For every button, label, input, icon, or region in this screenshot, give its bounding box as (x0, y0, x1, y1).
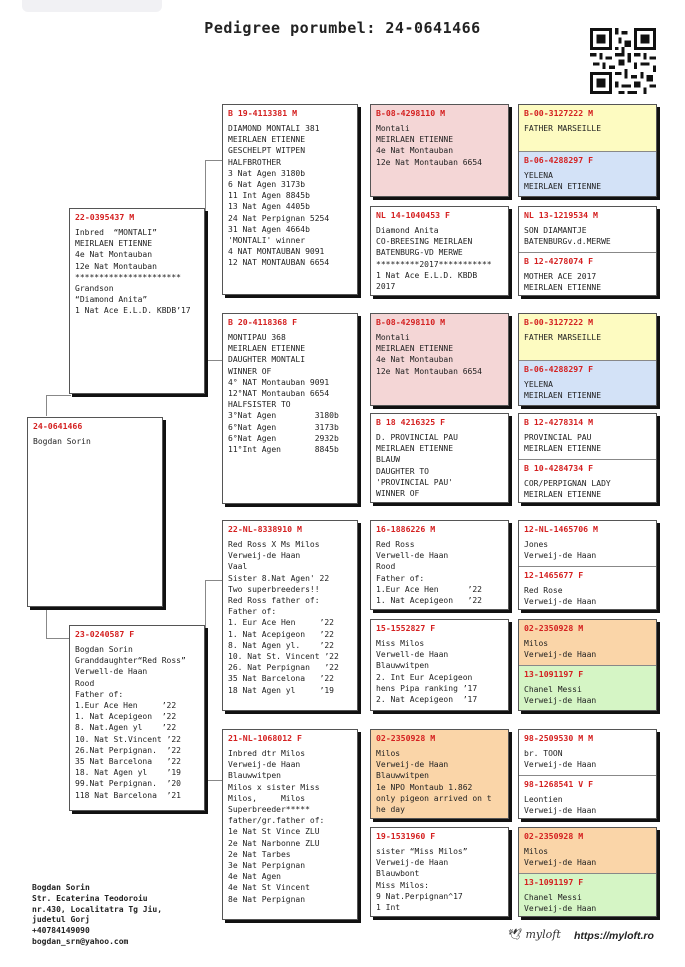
detail-line: Verweij-de Haan (524, 858, 597, 868)
address-line: nr.430, Localitatra Tg Jiu, (32, 904, 163, 914)
detail-line: Miss Milos (376, 639, 425, 648)
pigeon-card-g3 (222, 520, 358, 711)
detail-line: 4° NAT Montauban 9091 (228, 377, 330, 387)
detail-line: Red Ross X Ms Milos (228, 540, 320, 549)
pigeon-card-sire (69, 208, 205, 394)
card-section (519, 414, 656, 459)
pigeon-card-gg4 (370, 413, 509, 503)
pigeon-card-dam (69, 625, 205, 811)
detail-line: 11°Int Agen 8845b (228, 445, 339, 455)
detail-line: Red Ross father of: (228, 596, 320, 606)
detail-line: Verweij-de Haan (376, 858, 449, 868)
pigeon-card-gg8 (370, 827, 509, 917)
detail-line: DAUGHTER MONTALI (228, 355, 306, 365)
pigeon-card-gg1 (370, 104, 509, 197)
detail-line: Father of: (376, 573, 425, 583)
detail-line: 31 Nat Agen 4664b (228, 224, 310, 234)
detail-line: 26.Nat Perpignan. ’22 (75, 745, 181, 755)
card-section (519, 207, 656, 252)
detail-line: Verweij-de Haan (228, 760, 301, 770)
card-section (519, 873, 656, 917)
detail-line: 4e Nat Montauban (376, 146, 454, 156)
ring-number: 13-1091197 F (524, 669, 584, 679)
card-section (519, 775, 656, 819)
detail-line: 6 Nat Agen 3173b (228, 180, 306, 190)
card-section (223, 314, 357, 459)
card-section (519, 566, 656, 610)
card-section (371, 414, 508, 503)
pigeon-card-gg5 (370, 520, 509, 610)
card-section (519, 360, 656, 406)
connector-line (205, 160, 223, 301)
detail-line: Red Ross (376, 540, 415, 549)
detail-line: Verweij-de Haan (524, 760, 597, 770)
card-section (223, 730, 357, 909)
detail-line: MEIRLAEN ETIENNE (376, 444, 454, 454)
address-line: Str. Ecaterina Teodoroiu (32, 893, 148, 903)
detail-line: Granddaughter“Red Ross” (75, 656, 186, 666)
detail-line: Blauwwitpen (228, 771, 281, 781)
ring-number: 22-NL-8338910 M (228, 524, 302, 534)
pigeon-card-gg7 (370, 729, 509, 819)
card-section (223, 105, 357, 273)
detail-line: DAUGHTER TO (376, 466, 429, 476)
detail-line: father/gr.father of: (228, 816, 325, 826)
ring-number: NL 13-1219534 M (524, 210, 598, 220)
detail-line: 2e Nat Tarbes (228, 849, 291, 859)
card-section (519, 665, 656, 711)
detail-line: Montali (376, 333, 410, 342)
detail-line: 24 Nat Perpignan 5254 (228, 213, 330, 223)
myloft-logo (508, 928, 561, 941)
connector-line (205, 300, 223, 361)
detail-line: Vaal (228, 562, 248, 572)
detail-line: Bogdan Sorin (75, 645, 133, 654)
detail-line: Verweij-de Haan (376, 760, 449, 770)
detail-line: Father of: (228, 607, 277, 617)
logo-text: myloft (525, 928, 561, 941)
ring-number: 12-NL-1465706 M (524, 524, 598, 534)
ring-number: 02-2350928 M (524, 831, 584, 841)
detail-line: Verweij-de Haan (524, 806, 597, 816)
detail-line: 12e Nat Montauban (75, 261, 157, 271)
detail-line: BLAUW (376, 455, 401, 465)
detail-line: WINNER OF (228, 366, 272, 376)
card-section (519, 314, 656, 360)
detail-line: Verweij-de Haan (524, 650, 597, 660)
card-section (371, 828, 508, 917)
detail-line: MEIRLAEN ETIENNE (524, 283, 602, 293)
website-link[interactable]: https://myloft.ro (574, 930, 654, 942)
detail-line: PROVINCIAL PAU (524, 433, 592, 442)
detail-line: he day (376, 805, 405, 815)
pigeon-pair-card-6 (518, 619, 657, 711)
detail-line: 3 Nat Agen 3180b (228, 168, 306, 178)
detail-line: 'MONTALI' winner (228, 236, 306, 246)
detail-line: 1. Eur Ace Hen ’22 (228, 618, 334, 628)
detail-line: 13 Nat Agen 4405b (228, 202, 310, 212)
ring-number: 24-0641466 (33, 421, 83, 431)
detail-line: Blauwwitpen (376, 771, 429, 781)
detail-line: 1.Eur Ace Hen ’22 (376, 584, 482, 594)
detail-line: Diamond Anita (376, 226, 439, 235)
detail-line: Rood (376, 562, 396, 572)
detail-line: Red Rose (524, 586, 563, 595)
detail-line: FATHER MARSEILLE (524, 124, 602, 133)
ring-number: 02-2350928 M (524, 623, 584, 633)
detail-line: Superbreeder***** (228, 805, 310, 815)
pigeon-card-subject (27, 417, 163, 607)
detail-line: “Diamond Anita” (75, 295, 148, 305)
detail-line: 2. Int Eur Acepigeon (376, 672, 473, 682)
detail-line: YELENA (524, 171, 553, 180)
detail-line: 4e Nat Agen (228, 872, 281, 882)
ring-number: 12-1465677 F (524, 570, 584, 580)
detail-line: Verwell-de Haan (376, 551, 449, 561)
detail-line: 1 Nat Ace E.L.D. KBDB’17 (75, 306, 191, 316)
card-section (519, 828, 656, 873)
connector-line (205, 720, 223, 781)
card-section (70, 209, 204, 321)
detail-line: Sister 8.Nat Agen' 22 (228, 573, 330, 583)
ring-number: B-08-4298110 M (376, 317, 446, 327)
connector-line (46, 606, 71, 639)
ring-number: 98-1268541 V F (524, 779, 594, 789)
detail-line: Montali (376, 124, 410, 133)
detail-line: hens Pipa ranking ’17 (376, 683, 478, 693)
ring-number: B 12-4278074 F (524, 256, 594, 266)
detail-line: 18. Nat Agen yl ’19 (75, 768, 181, 778)
ring-number: B-00-3127222 M (524, 108, 594, 118)
detail-line: FATHER MARSEILLE (524, 333, 602, 342)
card-section (371, 730, 508, 819)
detail-line: MEIRLAEN ETIENNE (228, 135, 306, 145)
detail-line: Inbred “MONTALI” (75, 228, 157, 237)
detail-line: sister “Miss Milos” (376, 847, 468, 856)
detail-line: 1. Nat Acepigeon ’22 (228, 629, 334, 639)
card-section (371, 207, 508, 296)
detail-line: 9 Nat.Perpignan^17 (376, 891, 463, 901)
ring-number: 21-NL-1068012 F (228, 733, 302, 743)
detail-line: HALFSISTER TO (228, 400, 291, 410)
card-section (223, 521, 357, 700)
detail-line: Verweij-de Haan (524, 551, 597, 561)
detail-line: MEIRLAEN ETIENNE (524, 391, 602, 401)
card-section (371, 314, 508, 381)
ring-number: 19-1531960 F (376, 831, 436, 841)
ring-number: 13-1091197 F (524, 877, 584, 887)
detail-line: Verweij-de Haan (524, 696, 597, 706)
top-tab-shape (22, 0, 162, 12)
detail-line: MEIRLAEN ETIENNE (524, 444, 602, 454)
ring-number: B-00-3127222 M (524, 317, 594, 327)
detail-line: Verweij-de Haan (228, 551, 301, 561)
detail-line: 18 Nat Agen yl ’19 (228, 685, 334, 695)
detail-line: Blauwbont (376, 869, 420, 879)
detail-line: 12°NAT Montauban 6654 (228, 389, 330, 399)
ring-number: B 19-4113381 M (228, 108, 298, 118)
pigeon-card-g1 (222, 104, 358, 295)
detail-line: Verweij-de Haan (524, 597, 597, 607)
owner-contact-block (32, 883, 162, 948)
ring-number: B 20-4118368 F (228, 317, 298, 327)
pigeon-pair-card-7 (518, 729, 657, 819)
card-section (519, 252, 656, 296)
ring-number: NL 14-1040453 F (376, 210, 450, 220)
detail-line: 3°Nat Agen 3180b (228, 411, 339, 421)
detail-line: Bogdan Sorin (33, 437, 91, 446)
qr-code-icon (590, 28, 656, 94)
pigeon-card-g2 (222, 313, 358, 504)
detail-line: YELENA (524, 380, 553, 389)
ring-number: 23-0240587 F (75, 629, 135, 639)
card-section (371, 521, 508, 610)
pigeon-pair-card-2 (518, 206, 657, 296)
detail-line: Jones (524, 540, 549, 549)
detail-line: SON DIAMANTJE (524, 226, 587, 235)
ring-number: B-08-4298110 M (376, 108, 446, 118)
pigeon-pair-card-5 (518, 520, 657, 610)
detail-line: Blauwwitpen (376, 661, 429, 671)
detail-line: MONTIPAU 368 (228, 333, 286, 342)
detail-line: 8. Nat.Agen yl ’22 (75, 723, 177, 733)
detail-line: Two superbreeders!! (228, 584, 320, 594)
detail-line: 'PROVINCIAL PAU' (376, 477, 454, 487)
detail-line: Milos (524, 639, 549, 648)
card-section (371, 105, 508, 172)
card-section (519, 521, 656, 566)
detail-line: 1. Nat Acepigeon ’22 (376, 596, 482, 606)
ring-number: B 10-4284734 F (524, 463, 594, 473)
detail-line: WINNER OF (376, 489, 420, 499)
detail-line: 1 Int (376, 903, 401, 913)
detail-line: BATENBURGv.d.MERWE (524, 237, 611, 247)
detail-line: 1. Nat Acepigeon ’22 (75, 712, 177, 722)
detail-line: 2017 (376, 282, 396, 292)
detail-line: Verweij-de Haan (524, 904, 597, 914)
detail-line: Leontien (524, 795, 563, 804)
detail-line: 2. Nat Acepigeon ’17 (376, 695, 478, 705)
pigeon-card-gg3 (370, 313, 509, 406)
detail-line: MEIRLAEN ETIENNE (376, 344, 454, 354)
detail-line: BATENBURG-VD MERWE (376, 248, 463, 258)
card-section (519, 620, 656, 665)
detail-line: CO-BREESING MEIRLAEN (376, 237, 473, 247)
detail-line: Chanel Messi (524, 893, 582, 902)
card-section (519, 151, 656, 197)
ring-number: 02-2350928 M (376, 733, 436, 743)
detail-line: 35 Nat Barcelona ’22 (75, 757, 181, 767)
detail-line: 8. Nat Agen yl. ’22 (228, 640, 334, 650)
detail-line: Grandson (75, 284, 114, 294)
ring-number: B-06-4288297 F (524, 155, 594, 165)
card-section (519, 459, 656, 503)
card-section (519, 105, 656, 151)
detail-line: 3e Nat Perpignan (228, 861, 306, 871)
ring-number: 15-1552827 F (376, 623, 436, 633)
detail-line: 1 Nat Ace E.L.D. KBDB (376, 270, 478, 280)
detail-line: Verwell-de Haan (376, 650, 449, 660)
detail-line: Inbred dtr Milos (228, 749, 306, 758)
pigeon-pair-card-4 (518, 413, 657, 503)
detail-line: 6°Nat Agen 2932b (228, 433, 339, 443)
detail-line: 4e Nat St Vincent (228, 883, 310, 893)
address-line: judetul Gorj (32, 915, 90, 925)
detail-line: MEIRLAEN ETIENNE (228, 344, 306, 354)
detail-line: 12 NAT MONTAUBAN 6654 (228, 258, 330, 268)
detail-line: 12e Nat Montauban 6654 (376, 366, 482, 376)
detail-line: 1.Eur Ace Hen ’22 (75, 701, 177, 711)
detail-line: 6°Nat Agen 3173b (228, 422, 339, 432)
detail-line: COR/PERPIGNAN LADY (524, 479, 611, 488)
detail-line: 1e NPO Montaub 1.862 (376, 782, 473, 792)
detail-line: 2e Nat Narbonne ZLU (228, 838, 320, 848)
detail-line: 99.Nat Perpignan. ’20 (75, 779, 181, 789)
pigeon-pair-card-1 (518, 104, 657, 197)
detail-line: Rood (75, 678, 95, 688)
detail-line: 4e Nat Montauban (376, 355, 454, 365)
detail-line: 10. Nat St. Vincent ’22 (228, 652, 339, 662)
detail-line: 4e Nat Montauban (75, 250, 153, 260)
detail-line: 12e Nat Montauban 6654 (376, 157, 482, 167)
connector-line (46, 395, 71, 416)
pigeon-card-gg2 (370, 206, 509, 296)
detail-line: HALFBROTHER (228, 157, 281, 167)
pigeon-pair-card-8 (518, 827, 657, 917)
detail-line: 8e Nat Perpignan (228, 894, 306, 904)
detail-line: 11 Int Agen 8845b (228, 191, 310, 201)
ring-number: 16-1886226 M (376, 524, 436, 534)
ring-number: 98-2509530 M M (524, 733, 594, 743)
detail-line: Verwell-de Haan (75, 667, 148, 677)
owner-name: Bogdan Sorin (32, 883, 90, 892)
detail-line: 1e Nat St Vince ZLU (228, 827, 320, 837)
detail-line: Milos (376, 749, 401, 758)
detail-line: MEIRLAEN ETIENNE (75, 239, 153, 249)
detail-line: MEIRLAEN ETIENNE (524, 490, 602, 500)
pigeon-card-gg6 (370, 619, 509, 711)
email-address: bogdan_srn@yahoo.com (32, 936, 129, 946)
detail-line: *********2017*********** (376, 259, 492, 269)
detail-line: GESCHELPT WITPEN (228, 146, 306, 156)
detail-line: Milos, Milos (228, 793, 306, 803)
detail-line: 4 NAT MONTAUBAN 9091 (228, 247, 325, 257)
ring-number: B 12-4278314 M (524, 417, 594, 427)
ring-number: B 18 4216325 F (376, 417, 446, 427)
phone-number: +40784149090 (32, 926, 90, 936)
bird-icon: 🕊︎ (508, 928, 522, 941)
card-section (519, 730, 656, 775)
connector-line (205, 580, 223, 721)
page-title: Pedigree porumbel: 24-0641466 (204, 19, 481, 37)
card-section (371, 620, 508, 709)
detail-line: DIAMOND MONTALI 381 (228, 124, 320, 133)
detail-line: 118 Nat Barcelona ’21 (75, 790, 181, 800)
detail-line: 10. Nat St.Vincent ’22 (75, 734, 181, 744)
detail-line: Father of: (75, 689, 124, 699)
detail-line: ********************** (75, 272, 181, 282)
detail-line: br. TOON (524, 749, 563, 758)
detail-line: Milos x sister Miss (228, 782, 320, 792)
detail-line: Miss Milos: (376, 880, 429, 890)
detail-line: 26. Nat Perpignan ’22 (228, 663, 339, 673)
detail-line: MEIRLAEN ETIENNE (524, 182, 602, 192)
detail-line: Chanel Messi (524, 685, 582, 694)
detail-line: only pigeon arrived on t (376, 793, 492, 803)
card-section (28, 418, 162, 451)
ring-number: B-06-4288297 F (524, 364, 594, 374)
pigeon-pair-card-3 (518, 313, 657, 406)
card-section (70, 626, 204, 805)
detail-line: MEIRLAEN ETIENNE (376, 135, 454, 145)
detail-line: 35 Nat Barcelona ’22 (228, 674, 334, 684)
pigeon-card-g4 (222, 729, 358, 920)
detail-line: Milos (524, 847, 549, 856)
detail-line: MOTHER ACE 2017 (524, 272, 597, 281)
ring-number: 22-0395437 M (75, 212, 135, 222)
detail-line: D. PROVINCIAL PAU (376, 433, 458, 442)
